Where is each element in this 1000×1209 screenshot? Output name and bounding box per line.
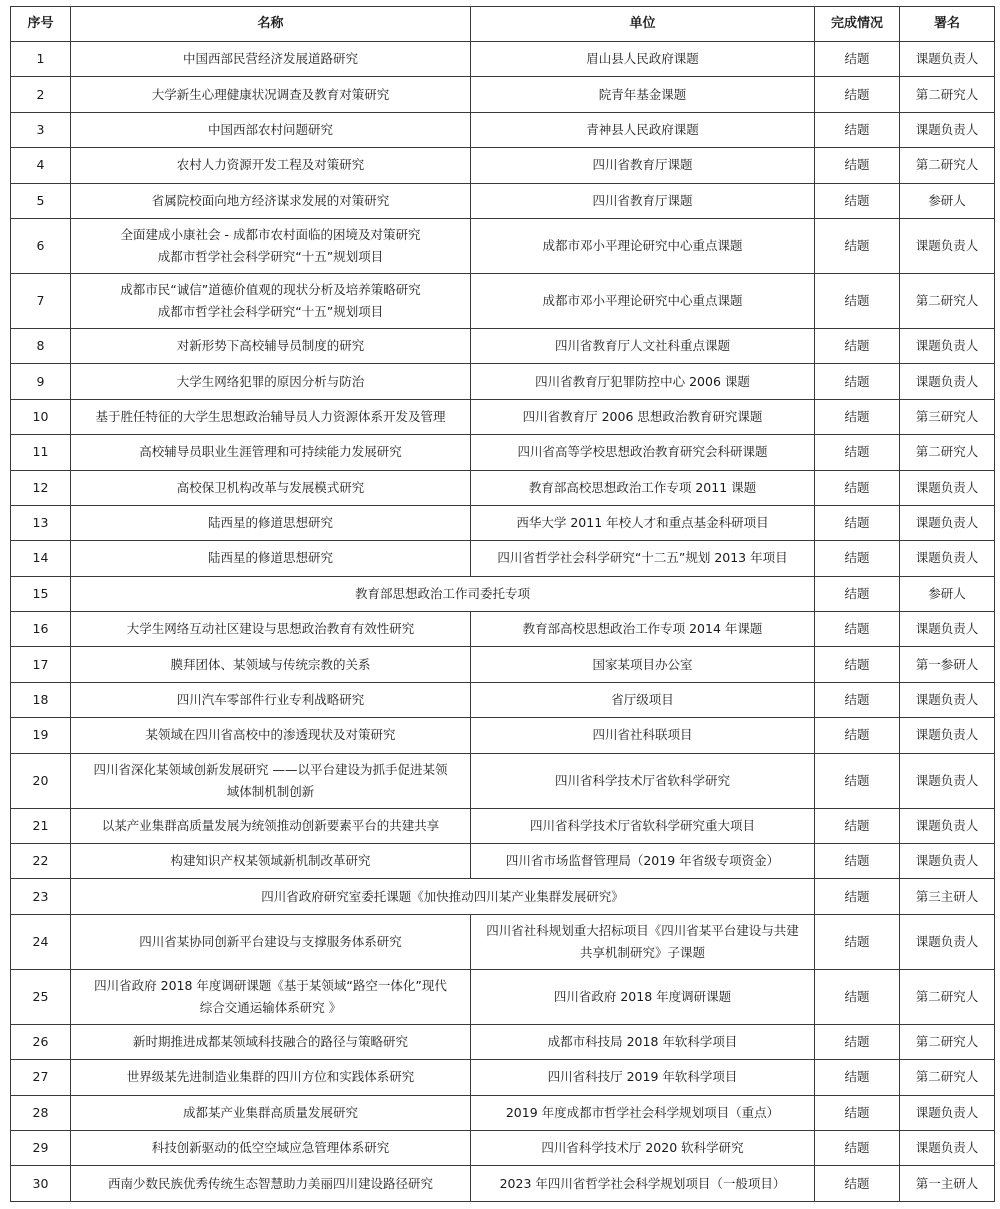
cell-signature: 课题负责人	[900, 42, 995, 77]
cell-text-line: 四川省政府 2018 年度调研课题	[553, 988, 732, 1004]
cell-text-line: 四川省政府 2018 年度调研课题《基于某领域“路空一体化”现代	[94, 977, 447, 993]
cell-name	[71, 112, 471, 147]
cell-text-line: 高校辅导员职业生涯管理和可持续能力发展研究	[139, 444, 402, 460]
header-unit: 单位	[471, 7, 815, 42]
cell-text-line: 四川省社科规划重大招标项目《四川省某平台建设与共建	[486, 922, 799, 938]
table-row	[11, 1166, 995, 1201]
cell-signature: 课题负责人	[900, 541, 995, 576]
cell-text-line: 全面建成小康社会 - 成都市农村面临的困境及对策研究	[120, 226, 421, 242]
cell-status: 结题	[815, 470, 900, 505]
cell-text-line: 新时期推进成都某领域科技融合的路径与策略研究	[132, 1034, 408, 1049]
cell-text-line: 科技创新驱动的低空空域应急管理体系研究	[151, 1140, 390, 1156]
cell-text-line: 以某产业集群高质量发展为统领推动创新要素平台的共建共享	[101, 817, 440, 833]
table-row	[11, 969, 995, 1024]
cell-text-line: 某领域在四川省高校中的渗透现状及对策研究	[145, 727, 396, 743]
cell-text-line: 教育部高校思想政治工作专项 2011 课题	[528, 479, 757, 495]
cell-status: 结题	[815, 541, 900, 576]
cell-name	[71, 148, 471, 183]
table-row	[11, 844, 995, 879]
cell-name	[71, 682, 471, 717]
cell-status: 结题	[815, 77, 900, 112]
cell-name	[71, 505, 471, 540]
cell-index: 21	[11, 808, 71, 843]
cell-status: 结题	[815, 682, 900, 717]
cell-signature: 第二研究人	[900, 77, 995, 112]
cell-unit	[471, 364, 815, 399]
cell-text-line: 四川省高等学校思想政治教育研究会科研课题	[517, 444, 768, 460]
cell-text-line: 院青年基金课题	[598, 86, 687, 102]
cell-signature: 课题负责人	[900, 470, 995, 505]
cell-text-line: 大学生网络互动社区建设与思想政治教育有效性研究	[126, 621, 415, 637]
cell-name	[71, 541, 471, 576]
cell-name	[71, 1095, 471, 1130]
cell-unit	[471, 808, 815, 843]
cell-index: 4	[11, 148, 71, 183]
table-row	[11, 42, 995, 77]
table-row	[11, 364, 995, 399]
cell-status: 结题	[815, 844, 900, 879]
cell-status: 结题	[815, 808, 900, 843]
cell-text-line: 陆西星的修道思想研究	[207, 515, 333, 531]
cell-unit	[471, 1130, 815, 1165]
cell-name	[71, 328, 471, 363]
table-row	[11, 328, 995, 363]
cell-status: 结题	[815, 1166, 900, 1201]
cell-signature: 第二研究人	[900, 435, 995, 470]
cell-text-line: 2019 年度成都市哲学社会科学规划项目（重点）	[505, 1104, 780, 1120]
cell-text-line: 青神县人民政府课题	[586, 121, 699, 137]
cell-status: 结题	[815, 914, 900, 969]
cell-name	[71, 470, 471, 505]
cell-text-line: 成都市哲学社会科学研究“十五”规划项目	[157, 248, 384, 264]
cell-text-line: 农村人力资源开发工程及对策研究	[176, 157, 365, 173]
cell-text-line: 四川省政府研究室委托课题《加快推动四川某产业集群发展研究》	[261, 888, 624, 904]
cell-index: 7	[11, 273, 71, 328]
table-row	[11, 1024, 995, 1059]
cell-status: 结题	[815, 647, 900, 682]
cell-name	[71, 273, 471, 328]
cell-index: 1	[11, 42, 71, 77]
cell-signature: 课题负责人	[900, 112, 995, 147]
cell-signature: 课题负责人	[900, 753, 995, 808]
cell-index: 3	[11, 112, 71, 147]
cell-index: 28	[11, 1095, 71, 1130]
cell-name	[71, 1024, 471, 1059]
cell-signature: 课题负责人	[900, 844, 995, 879]
cell-signature: 第一参研人	[900, 647, 995, 682]
cell-text-line: 对新形势下高校辅导员制度的研究	[176, 338, 365, 354]
cell-status: 结题	[815, 1130, 900, 1165]
cell-name	[71, 914, 471, 969]
cell-index: 27	[11, 1060, 71, 1095]
cell-index: 29	[11, 1130, 71, 1165]
table-row	[11, 218, 995, 273]
cell-text-line: 成都市民“诚信”道德价值观的现状分析及培养策略研究	[120, 281, 421, 297]
cell-status: 结题	[815, 112, 900, 147]
cell-status: 结题	[815, 1095, 900, 1130]
cell-text-line: 四川省科技厅 2019 年软科学项目	[547, 1069, 738, 1085]
cell-text-line: 陆西星的修道思想研究	[207, 550, 333, 566]
cell-index: 14	[11, 541, 71, 576]
cell-text-line: 大学新生心理健康状况调查及教育对策研究	[151, 86, 390, 102]
cell-text-line: 四川省教育厅 2006 思想政治教育研究课题	[522, 408, 763, 424]
cell-text-line: 教育部思想政治工作司委托专项	[354, 585, 530, 601]
cell-text-line: 省厅级项目	[611, 692, 674, 708]
cell-unit	[471, 1095, 815, 1130]
cell-text-line: 四川省教育厅犯罪防控中心 2006 课题	[535, 373, 750, 389]
cell-name	[71, 364, 471, 399]
cell-index: 23	[11, 879, 71, 914]
cell-unit	[471, 541, 815, 576]
cell-signature: 第三研究人	[900, 399, 995, 434]
table-row	[11, 273, 995, 328]
cell-index: 2	[11, 77, 71, 112]
cell-unit	[471, 183, 815, 218]
cell-name	[71, 435, 471, 470]
cell-status: 结题	[815, 1024, 900, 1059]
cell-text-line: 四川省科学技术厅 2020 软科学研究	[541, 1140, 744, 1156]
cell-index: 5	[11, 183, 71, 218]
cell-unit	[471, 844, 815, 879]
cell-index: 10	[11, 399, 71, 434]
cell-unit	[471, 112, 815, 147]
cell-unit	[471, 218, 815, 273]
cell-signature: 第二研究人	[900, 969, 995, 1024]
cell-text-line: 四川省教育厅人文社科重点课题	[554, 338, 730, 354]
cell-status: 结题	[815, 183, 900, 218]
cell-signature: 课题负责人	[900, 505, 995, 540]
cell-index: 24	[11, 914, 71, 969]
table-row	[11, 1060, 995, 1095]
cell-signature: 课题负责人	[900, 218, 995, 273]
cell-unit	[471, 682, 815, 717]
cell-index: 16	[11, 612, 71, 647]
cell-signature: 第二研究人	[900, 1024, 995, 1059]
cell-index: 20	[11, 753, 71, 808]
cell-status: 结题	[815, 399, 900, 434]
cell-text-line: 成都市邓小平理论研究中心重点课题	[542, 292, 743, 308]
cell-unit	[471, 718, 815, 753]
cell-name	[71, 1130, 471, 1165]
cell-signature: 课题负责人	[900, 328, 995, 363]
table-row	[11, 576, 995, 611]
table-row	[11, 77, 995, 112]
cell-text-line: 膜拜团体、某领域与传统宗教的关系	[170, 656, 371, 672]
cell-name-unit-merged	[71, 879, 815, 914]
cell-text-line: 构建知识产权某领域新机制改革研究	[170, 853, 371, 869]
table-row	[11, 1095, 995, 1130]
table-row	[11, 541, 995, 576]
cell-name	[71, 808, 471, 843]
cell-index: 6	[11, 218, 71, 273]
cell-unit	[471, 273, 815, 328]
cell-signature: 课题负责人	[900, 808, 995, 843]
cell-text-line: 西华大学 2011 年校人才和重点基金科研项目	[516, 515, 769, 531]
cell-name	[71, 183, 471, 218]
cell-status: 结题	[815, 576, 900, 611]
table-header-row	[11, 7, 995, 42]
cell-name	[71, 42, 471, 77]
cell-text-line: 基于胜任特征的大学生思想政治辅导员人力资源体系开发及管理	[95, 408, 446, 424]
cell-name	[71, 218, 471, 273]
cell-status: 结题	[815, 505, 900, 540]
cell-index: 25	[11, 969, 71, 1024]
cell-index: 13	[11, 505, 71, 540]
cell-unit	[471, 1060, 815, 1095]
cell-index: 22	[11, 844, 71, 879]
cell-unit	[471, 42, 815, 77]
cell-signature: 第三主研人	[900, 879, 995, 914]
table-row	[11, 112, 995, 147]
cell-status: 结题	[815, 328, 900, 363]
cell-text-line: 中国西部农村问题研究	[207, 121, 333, 137]
cell-text-line: 国家某项目办公室	[592, 656, 693, 672]
cell-text-line: 四川省某协同创新平台建设与支撑服务体系研究	[139, 933, 402, 949]
cell-unit	[471, 77, 815, 112]
table-row	[11, 682, 995, 717]
cell-signature: 课题负责人	[900, 612, 995, 647]
cell-text-line: 2023 年四川省哲学社会科学规划项目（一般项目）	[499, 1175, 786, 1191]
table-row	[11, 647, 995, 682]
table-row	[11, 148, 995, 183]
cell-name	[71, 1060, 471, 1095]
cell-text-line: 四川省哲学社会科学研究“十二五”规划 2013 年项目	[497, 550, 788, 566]
cell-signature: 第二研究人	[900, 1060, 995, 1095]
cell-text-line: 教育部高校思想政治工作专项 2014 年课题	[522, 621, 763, 637]
cell-text-line: 西南少数民族优秀传统生态智慧助力美丽四川建设路径研究	[107, 1175, 433, 1191]
cell-index: 18	[11, 682, 71, 717]
cell-name	[71, 1166, 471, 1201]
cell-unit	[471, 435, 815, 470]
cell-name	[71, 647, 471, 682]
cell-unit	[471, 1166, 815, 1201]
cell-unit	[471, 969, 815, 1024]
cell-signature: 参研人	[900, 183, 995, 218]
cell-status: 结题	[815, 218, 900, 273]
cell-signature: 课题负责人	[900, 718, 995, 753]
cell-text-line: 世界级某先进制造业集群的四川方位和实践体系研究	[126, 1069, 415, 1085]
table-row	[11, 505, 995, 540]
cell-unit	[471, 612, 815, 647]
cell-text-line: 四川省科学技术厅省软科学研究	[554, 772, 730, 788]
cell-text-line: 四川省教育厅课题	[592, 157, 693, 173]
cell-text-line: 中国西部民营经济发展道路研究	[182, 51, 358, 67]
cell-signature: 课题负责人	[900, 914, 995, 969]
table-row	[11, 753, 995, 808]
cell-status: 结题	[815, 42, 900, 77]
table-row	[11, 914, 995, 969]
cell-unit	[471, 328, 815, 363]
table-row	[11, 470, 995, 505]
cell-text-line: 四川省市场监督管理局（2019 年省级专项资金）	[505, 853, 780, 869]
cell-name	[71, 718, 471, 753]
cell-signature: 课题负责人	[900, 1130, 995, 1165]
table-row	[11, 1130, 995, 1165]
cell-text-line: 大学生网络犯罪的原因分析与防治	[176, 373, 365, 389]
cell-signature: 课题负责人	[900, 1095, 995, 1130]
table-row	[11, 612, 995, 647]
cell-index: 26	[11, 1024, 71, 1059]
cell-unit	[471, 1024, 815, 1059]
table-row	[11, 183, 995, 218]
cell-text-line: 四川省教育厅课题	[592, 192, 693, 208]
cell-status: 结题	[815, 148, 900, 183]
cell-status: 结题	[815, 1060, 900, 1095]
cell-text-line: 综合交通运输体系研究 》	[199, 999, 342, 1015]
cell-signature: 课题负责人	[900, 682, 995, 717]
cell-status: 结题	[815, 718, 900, 753]
cell-text-line: 眉山县人民政府课题	[586, 51, 699, 67]
cell-text-line: 共享机制研究》子课题	[579, 944, 705, 960]
table-row	[11, 435, 995, 470]
table-row	[11, 879, 995, 914]
cell-unit	[471, 148, 815, 183]
cell-status: 结题	[815, 273, 900, 328]
cell-index: 11	[11, 435, 71, 470]
table-row	[11, 808, 995, 843]
cell-text-line: 四川汽车零部件行业专利战略研究	[176, 692, 365, 708]
cell-index: 12	[11, 470, 71, 505]
cell-name	[71, 77, 471, 112]
cell-text-line: 成都市科技局 2018 年软科学项目	[547, 1034, 738, 1049]
cell-unit	[471, 914, 815, 969]
cell-signature: 课题负责人	[900, 364, 995, 399]
header-signature: 署名	[900, 7, 995, 42]
cell-text-line: 域体制机制创新	[226, 783, 315, 799]
cell-name	[71, 844, 471, 879]
cell-status: 结题	[815, 612, 900, 647]
cell-index: 17	[11, 647, 71, 682]
cell-status: 结题	[815, 364, 900, 399]
cell-index: 15	[11, 576, 71, 611]
cell-index: 30	[11, 1166, 71, 1201]
cell-signature: 参研人	[900, 576, 995, 611]
cell-unit	[471, 399, 815, 434]
cell-index: 9	[11, 364, 71, 399]
table-row	[11, 718, 995, 753]
header-index: 序号	[11, 7, 71, 42]
cell-signature: 第二研究人	[900, 273, 995, 328]
cell-text-line: 四川省社科联项目	[592, 727, 693, 743]
cell-name	[71, 969, 471, 1024]
cell-name	[71, 753, 471, 808]
header-name: 名称	[71, 7, 471, 42]
cell-text-line: 高校保卫机构改革与发展模式研究	[176, 479, 365, 495]
cell-signature: 第二研究人	[900, 148, 995, 183]
cell-text-line: 成都市哲学社会科学研究“十五”规划项目	[157, 303, 384, 319]
cell-text-line: 四川省科学技术厅省软科学研究重大项目	[529, 817, 755, 833]
projects-table	[10, 6, 995, 1202]
cell-name-unit-merged	[71, 576, 815, 611]
cell-text-line: 成都市邓小平理论研究中心重点课题	[542, 237, 743, 253]
cell-status: 结题	[815, 435, 900, 470]
cell-text-line: 四川省深化某领域创新发展研究 ——以平台建设为抓手促进某领	[93, 761, 448, 777]
cell-unit	[471, 470, 815, 505]
cell-unit	[471, 753, 815, 808]
header-status: 完成情况	[815, 7, 900, 42]
cell-text-line: 成都某产业集群高质量发展研究	[182, 1104, 358, 1120]
cell-status: 结题	[815, 879, 900, 914]
cell-status: 结题	[815, 969, 900, 1024]
cell-unit	[471, 505, 815, 540]
cell-index: 19	[11, 718, 71, 753]
cell-index: 8	[11, 328, 71, 363]
table-row	[11, 399, 995, 434]
cell-name	[71, 399, 471, 434]
cell-name	[71, 612, 471, 647]
cell-status: 结题	[815, 753, 900, 808]
cell-signature: 第一主研人	[900, 1166, 995, 1201]
table-body	[11, 42, 995, 1202]
cell-unit	[471, 647, 815, 682]
cell-text-line: 省属院校面向地方经济谋求发展的对策研究	[151, 192, 390, 208]
